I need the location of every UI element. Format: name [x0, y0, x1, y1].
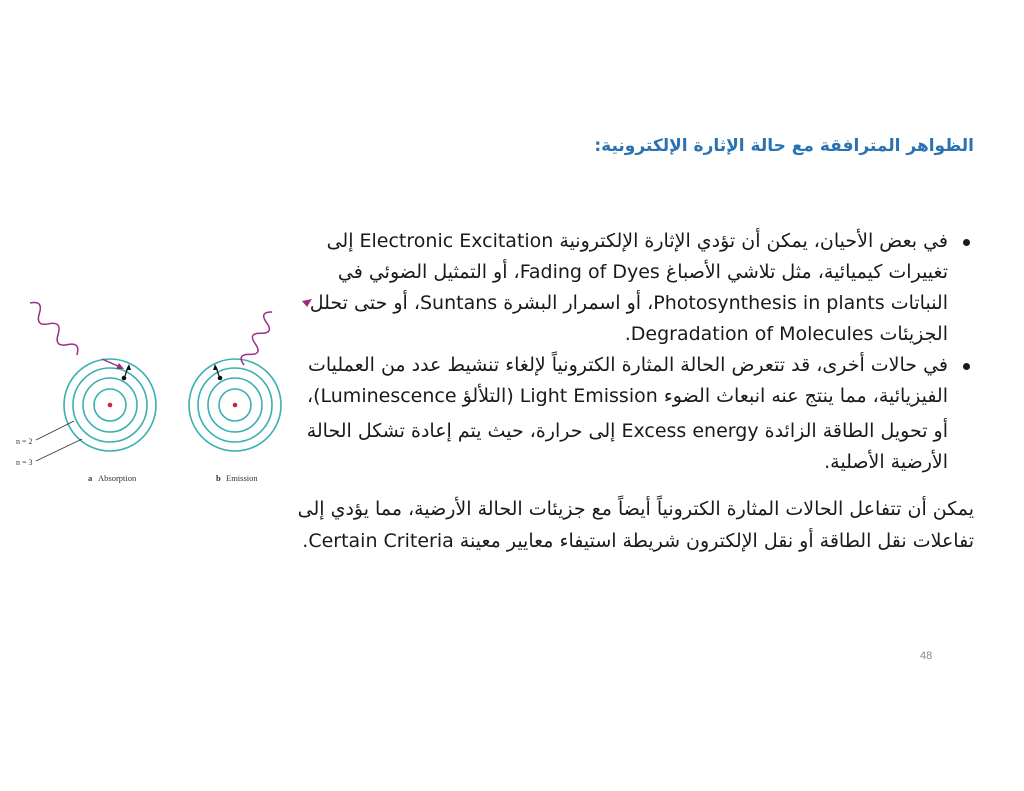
bullet-line: الجزيئات Degradation of Molecules.	[624, 323, 948, 345]
page-number: 48	[920, 650, 933, 662]
bullet-line: النباتات Photosynthesis in plants، أو اسمرار البشرة Suntans، أو حتى تحلل	[309, 292, 948, 314]
label-n3: n = 3	[16, 458, 33, 467]
caption-a-letter: a	[88, 473, 93, 483]
bullet-dot	[963, 239, 970, 246]
nucleus	[233, 403, 238, 408]
outgoing-arrowhead	[302, 299, 312, 307]
bullet-dot	[963, 363, 970, 370]
outgoing-photon-wave	[239, 309, 278, 368]
bohr-model-figure	[6, 285, 322, 495]
emission-atom	[189, 299, 312, 451]
paragraph-line: يمكن أن تتفاعل الحالات المثارة الكترونياً أيضاً مع جزيئات الحالة الأرضية، مما يؤدي إلى	[297, 498, 974, 520]
jump-arrowhead	[126, 364, 131, 370]
paragraph-line: تفاعلات نقل الطاقة أو نقل الإلكترون شريطة استيفاء معايير معينة Certain Criteria.	[302, 530, 974, 552]
section-heading: الظواهر المترافقة مع حالة الإثارة الإلكترونية:	[594, 136, 974, 156]
bullet-item	[274, 350, 974, 478]
caption-b-letter: b	[216, 473, 221, 483]
bullet-line: الفيزيائية، مما ينتج عنه انبعاث الضوء Light Emission (التلألؤ Luminescence)،	[306, 385, 948, 407]
caption-emission: Emission	[226, 473, 258, 483]
bullet-line: الأرضية الأصلية.	[824, 451, 948, 473]
electron	[122, 376, 127, 381]
bullet-line: في بعض الأحيان، يمكن أن تؤدي الإثارة الإلكترونية Electronic Excitation إلى	[326, 230, 948, 252]
bullet-line: تغييرات كيميائية، مثل تلاشي الأصباغ Fading of Dyes، أو التمثيل الضوئي في	[337, 261, 948, 283]
caption-absorption: Absorption	[98, 473, 137, 483]
bullet-item	[274, 226, 974, 350]
electron	[218, 376, 223, 381]
nucleus	[108, 403, 113, 408]
bullet-line: في حالات أخرى، قد تتعرض الحالة المثارة الكترونياً لإلغاء تنشيط عدد من العمليات	[307, 354, 948, 376]
leader-line-n2	[36, 421, 74, 440]
absorption-atom	[26, 299, 156, 451]
leader-line-n3	[36, 439, 82, 461]
label-n2: n = 2	[16, 437, 33, 446]
closing-paragraph	[214, 493, 974, 557]
bullet-list	[274, 226, 974, 478]
bullet-line: أو تحويل الطاقة الزائدة Excess energy إلى حرارة، حيث يتم إعادة تشكل الحالة	[306, 420, 948, 442]
incoming-photon-wave	[26, 299, 82, 359]
